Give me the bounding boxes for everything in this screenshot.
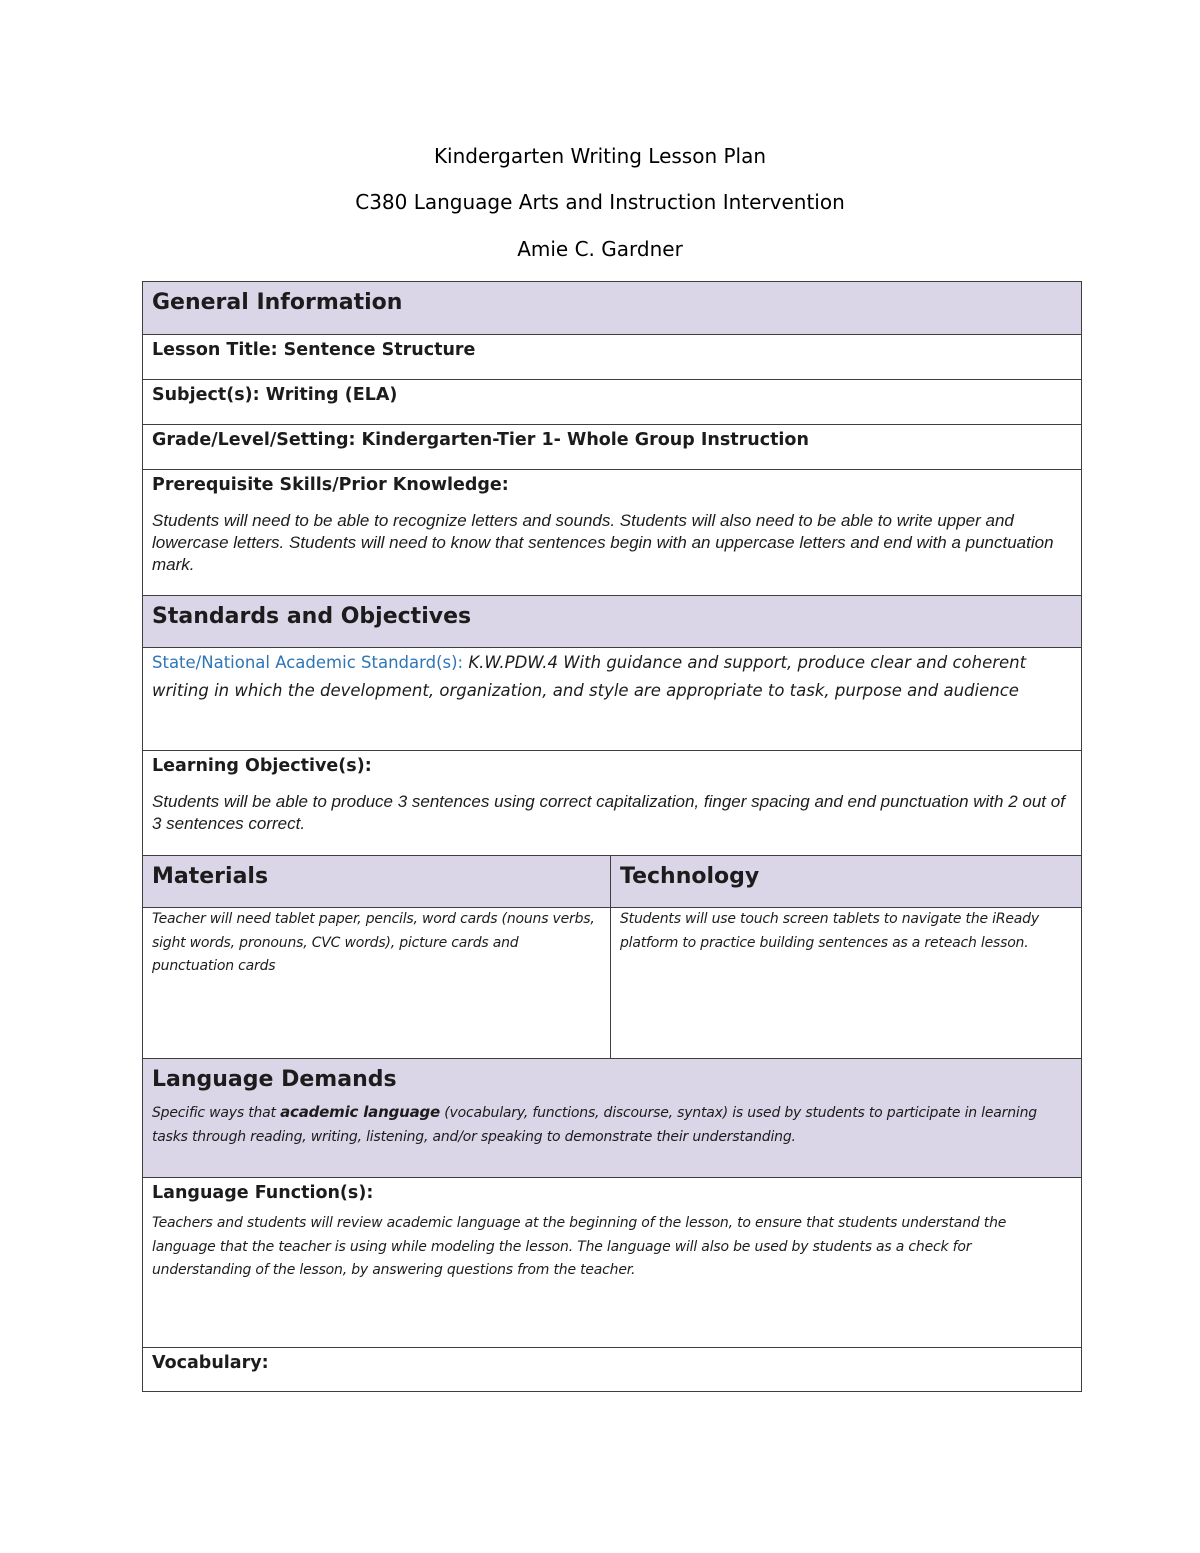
lesson-plan-table [142,281,1082,1392]
objective-label: Learning Objective(s): [152,756,372,776]
technology-text: Students will use touch screen tablets to navigate the iReady platform to practice building sentences as a reteach lesson. [620,911,1039,951]
standard-text-block [152,648,1072,705]
grade-row [143,425,1082,470]
language-desc-before: Specific ways that [152,1105,281,1121]
materials-heading: Materials [152,864,269,889]
grade-level-setting: Grade/Level/Setting: Kindergarten-Tier 1- Whole Group Instruction [152,430,809,450]
language-demands-description [152,1100,1072,1149]
language-function-text: Teachers and students will review academic language at the beginning of the lesson, to ensure that students understand the language that the teacher is using while modeling the lesson. The language will also be used by students as a check for understanding of the lesson, by answering questions from the teacher. [152,1215,1007,1278]
language-demands-heading: Language Demands [152,1067,397,1092]
document-title: Kindergarten Writing Lesson Plan [433,144,767,168]
standards-header [143,596,1082,648]
course-title: C380 Language Arts and Instruction Intervention [355,190,845,214]
language-function-label: Language Function(s): [152,1183,374,1203]
author-name: Amie C. Gardner [517,237,683,261]
materials-text: Teacher will need tablet paper, pencils, word cards (nouns verbs, sight words, pronouns, CVC words), picture cards and punctuation cards [152,911,595,974]
general-information-header [143,282,1082,335]
vocabulary-label: Vocabulary: [152,1353,269,1373]
prerequisite-text: Students will need to be able to recognize letters and sounds. Students will also need to be able to write upper and lowercase letters. Students will need to know that sentences begin with an uppercase letters and end with a punctuation mark. [152,511,1054,574]
standard-text: K.W.PDW.4 With guidance and support, produce clear and coherent writing in which the development, organization, and style are appropriate to task, purpose and audience [152,653,1027,700]
materials-cell [143,908,611,1059]
language-desc-bold: academic language [280,1103,441,1121]
materials-header [143,856,611,908]
technology-header [611,856,1082,908]
general-information-heading: General Information [152,290,403,315]
prerequisite-label: Prerequisite Skills/Prior Knowledge: [152,475,509,495]
prerequisite-row [143,470,1082,596]
lesson-title-row [143,335,1082,380]
objective-text: Students will be able to produce 3 sentences using correct capitalization, finger spacing and end punctuation with 2 out of 3 sentences correct. [152,792,1065,833]
lesson-title: Lesson Title: Sentence Structure [152,340,476,360]
standard-row [143,648,1082,751]
subjects: Subject(s): Writing (ELA) [152,385,398,405]
subjects-row [143,380,1082,425]
technology-cell [611,908,1082,1059]
language-function-row [143,1178,1082,1348]
standard-label: State/National Academic Standard(s): [152,653,464,672]
standards-heading: Standards and Objectives [152,604,472,629]
language-demands-header [143,1059,1082,1178]
technology-heading: Technology [620,864,760,889]
language-desc-after: (vocabulary, functions, discourse, syntax) is used by students to participate in learning tasks through reading, writing, listening, and/or speaking to demonstrate their understanding. [152,1105,1037,1145]
objective-row [143,751,1082,856]
vocabulary-row [143,1348,1082,1392]
